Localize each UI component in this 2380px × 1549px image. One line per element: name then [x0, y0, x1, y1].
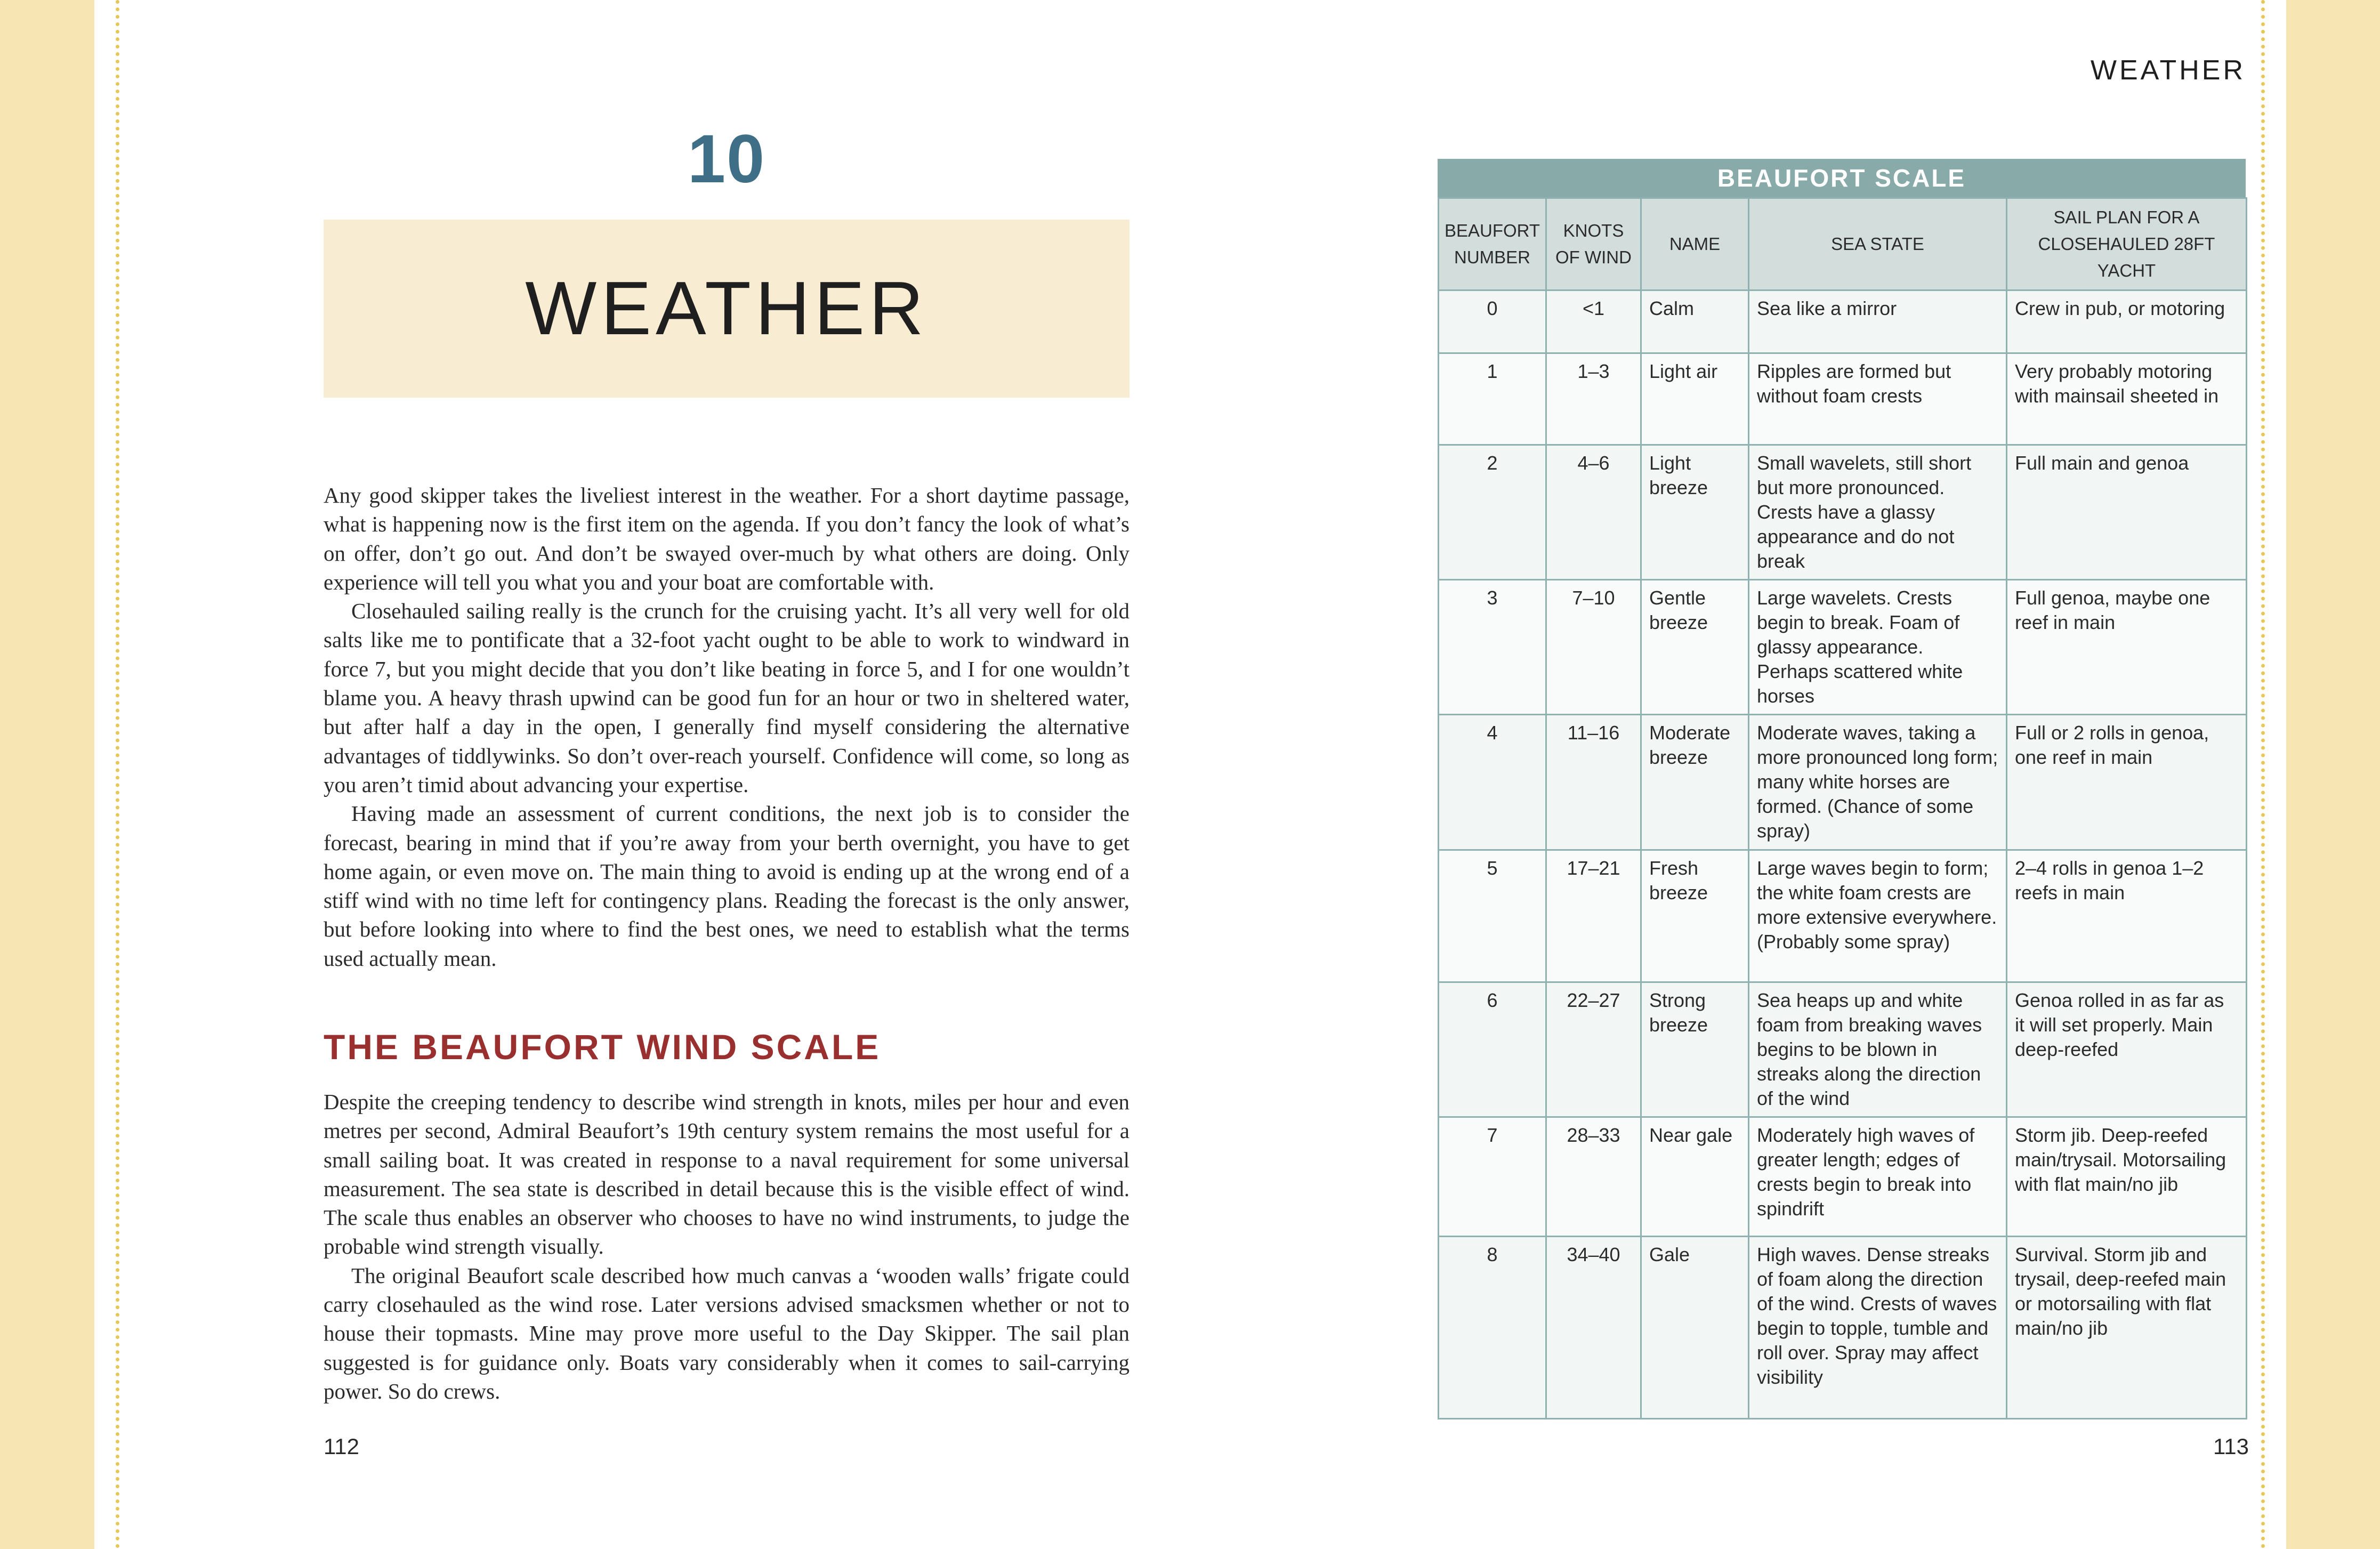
table-row — [1439, 291, 2247, 353]
cell-beaufort-number: 2 — [1439, 445, 1546, 580]
cell-sea-state: Moderate waves, taking a more pronounced long form; many white horses are formed. (Chance of some spray) — [1749, 715, 2007, 850]
chapter-number: 10 — [687, 121, 766, 197]
paragraph: Having made an assessment of current conditions, the next job is to consider the forecast, bearing in mind that if you’re away from your berth overnight, you have to get home again, or even move on. The main thing to avoid is ending up at the wrong end of a stiff wind with no time left for contingency plans. Reading the forecast is the only answer, but before looking into where to find the best ones, we need to establish what the terms used actually mean. — [324, 801, 1130, 971]
table-row — [1439, 715, 2247, 850]
table-row — [1439, 850, 2247, 982]
cell-sea-state: High waves. Dense streaks of foam along the direction of the wind. Crests of waves begin to topple, tumble and roll over. Spray may affect visibility — [1749, 1237, 2007, 1419]
header-sail-plan: SAIL PLAN FOR A CLOSEHAULED 28FT YACHT — [2007, 198, 2247, 291]
cell-wind-name: Light breeze — [1641, 445, 1749, 580]
cell-sail-plan: 2–4 rolls in genoa 1–2 reefs in main — [2007, 850, 2247, 982]
cell-knots: 17–21 — [1546, 850, 1641, 982]
cell-sea-state: Large wavelets. Crests begin to break. Foam of glassy appearance. Perhaps scattered white horses — [1749, 580, 2007, 715]
cell-sail-plan: Full or 2 rolls in genoa, one reef in main — [2007, 715, 2247, 850]
cell-wind-name: Near gale — [1641, 1117, 1749, 1237]
cell-wind-name: Moderate breeze — [1641, 715, 1749, 850]
cell-sail-plan: Full main and genoa — [2007, 445, 2247, 580]
section-text — [324, 1087, 1130, 1406]
cell-wind-name: Gentle breeze — [1641, 580, 1749, 715]
header-beaufort-number: BEAUFORT NUMBER — [1439, 198, 1546, 291]
paragraph: Closehauled sailing really is the crunch for the cruising yacht. It’s all very well for old salts like me to pontificate that a 32-foot yacht ought to be able to work to windward in force 7, but you might decide that you don’t like beating in force 5, and I for one wouldn’t blame you. A heavy thrash upwind can be good fun for an hour or two in sheltered water, but after half a day in the open, I generally find myself considering the alternative advantages of tiddlywinks. So don’t over-reach yourself. Confidence will come, so long as you aren’t timid about advancing your expertise. — [324, 599, 1130, 797]
cell-wind-name: Calm — [1641, 291, 1749, 353]
section-heading: THE BEAUFORT WIND SCALE — [324, 1027, 881, 1067]
table-row — [1439, 445, 2247, 580]
cell-sea-state: Ripples are formed but without foam crests — [1749, 353, 2007, 445]
book-spread — [94, 0, 2286, 1549]
chapter-title-box — [324, 220, 1130, 398]
cell-beaufort-number: 6 — [1439, 982, 1546, 1117]
cell-sail-plan: Storm jib. Deep-reefed main/trysail. Motorsailing with flat main/no jib — [2007, 1117, 2247, 1237]
cell-knots: 28–33 — [1546, 1117, 1641, 1237]
cell-sea-state: Small wavelets, still short but more pronounced. Crests have a glassy appearance and do not break — [1749, 445, 2007, 580]
intro-text — [324, 481, 1130, 973]
table-header-row — [1439, 198, 2247, 291]
running-head: WEATHER — [2090, 55, 2246, 86]
page-number-right: 113 — [2213, 1434, 2249, 1459]
cell-sea-state: Large waves begin to form; the white foam crests are more extensive everywhere. (Probably some spray) — [1749, 850, 2007, 982]
cell-beaufort-number: 8 — [1439, 1237, 1546, 1419]
header-sea-state: SEA STATE — [1749, 198, 2007, 291]
cell-knots: 11–16 — [1546, 715, 1641, 850]
paragraph: The original Beaufort scale described how much canvas a ‘wooden walls’ frigate could carry closehauled as the wind rose. Later versions advised smacksmen whether or not to house their topmasts. Mine may prove more useful to the Day Skipper. The sail plan suggested is for guidance only. Boats vary considerably when it comes to sail-carrying power. So do crews. — [324, 1263, 1130, 1403]
cell-wind-name: Light air — [1641, 353, 1749, 445]
table — [1438, 197, 2247, 1419]
beaufort-scale-table — [1438, 159, 2246, 1419]
table-row — [1439, 1237, 2247, 1419]
paragraph: Despite the creeping tendency to describe wind strength in knots, miles per hour and even metres per second, Admiral Beaufort’s 19th century system remains the most useful for a small sailing boat. It was created in response to a naval requirement for some universal measurement. The sea state is described in detail because this is the visible effect of wind. The scale thus enables an observer who chooses to have no wind instruments, to judge the probable wind strength visually. — [324, 1090, 1130, 1259]
cell-sail-plan: Crew in pub, or motoring — [2007, 291, 2247, 353]
right-dotted-margin — [2261, 0, 2265, 1549]
table-row — [1439, 982, 2247, 1117]
paragraph: Any good skipper takes the liveliest interest in the weather. For a short daytime passage, what is happening now is the first item on the agenda. If you don’t fancy the look of what’s on offer, don’t go out. And don’t be swayed over-much by what others are doing. Only experience will tell you what you and your boat are comfortable with. — [324, 483, 1130, 594]
page-number-left: 112 — [324, 1434, 359, 1459]
cell-sail-plan: Very probably motoring with mainsail sheeted in — [2007, 353, 2247, 445]
cell-beaufort-number: 4 — [1439, 715, 1546, 850]
cell-wind-name: Fresh breeze — [1641, 850, 1749, 982]
cell-sail-plan: Survival. Storm jib and trysail, deep-reefed main or motorsailing with flat main/no jib — [2007, 1237, 2247, 1419]
cell-sea-state: Sea like a mirror — [1749, 291, 2007, 353]
table-body — [1439, 291, 2247, 1419]
cell-beaufort-number: 3 — [1439, 580, 1546, 715]
cell-sea-state: Moderately high waves of greater length; edges of crests begin to break into spindrift — [1749, 1117, 2007, 1237]
cell-knots: 22–27 — [1546, 982, 1641, 1117]
cell-knots: 7–10 — [1546, 580, 1641, 715]
cell-knots: <1 — [1546, 291, 1641, 353]
table-title: BEAUFORT SCALE — [1438, 159, 2246, 197]
cell-sea-state: Sea heaps up and white foam from breaking waves begins to be blown in streaks along the direction of the wind — [1749, 982, 2007, 1117]
table-row — [1439, 580, 2247, 715]
cell-beaufort-number: 5 — [1439, 850, 1546, 982]
cell-beaufort-number: 7 — [1439, 1117, 1546, 1237]
cell-knots: 1–3 — [1546, 353, 1641, 445]
cell-knots: 4–6 — [1546, 445, 1641, 580]
cell-knots: 34–40 — [1546, 1237, 1641, 1419]
cell-beaufort-number: 1 — [1439, 353, 1546, 445]
cell-wind-name: Gale — [1641, 1237, 1749, 1419]
cell-beaufort-number: 0 — [1439, 291, 1546, 353]
cell-wind-name: Strong breeze — [1641, 982, 1749, 1117]
header-knots: KNOTS OF WIND — [1546, 198, 1641, 291]
header-name: NAME — [1641, 198, 1749, 291]
cell-sail-plan: Full genoa, maybe one reef in main — [2007, 580, 2247, 715]
left-dotted-margin — [116, 0, 119, 1549]
table-row — [1439, 353, 2247, 445]
chapter-title: WEATHER — [525, 266, 928, 351]
table-row — [1439, 1117, 2247, 1237]
cell-sail-plan: Genoa rolled in as far as it will set properly. Main deep-reefed — [2007, 982, 2247, 1117]
